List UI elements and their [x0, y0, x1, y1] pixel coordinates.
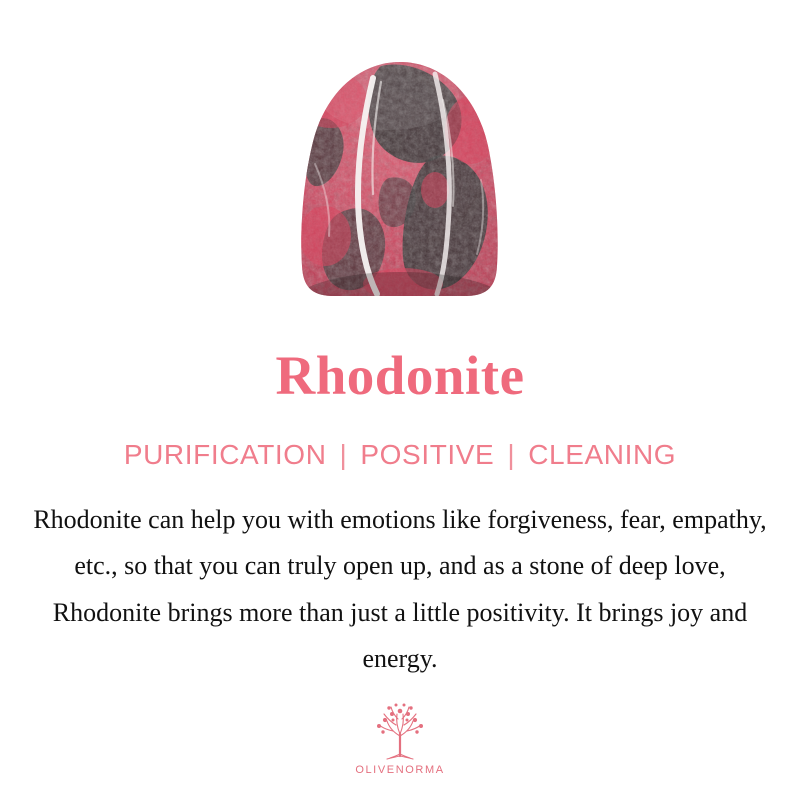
- stone-image: [285, 60, 515, 300]
- keyword-positive: POSITIVE: [360, 439, 495, 470]
- brand-logo: [355, 700, 444, 776]
- tree-of-life-icon: [363, 700, 437, 762]
- keyword-purification: PURIFICATION: [123, 439, 327, 470]
- keyword-separator-1: |: [339, 439, 348, 470]
- keyword-cleaning: CLEANING: [528, 439, 677, 470]
- rhodonite-stone-illustration: [285, 60, 515, 300]
- keyword-separator-2: |: [507, 439, 516, 470]
- brand-name: OLIVENORMA: [355, 764, 445, 777]
- product-description: Rhodonite can help you with emotions like forgiveness, fear, empathy, etc., so that you can truly open up, and as a stone of deep love, Rhodonite brings more than just a little positivity. It brings joy and energy.: [33, 505, 767, 673]
- keyword-list: [124, 439, 676, 471]
- page-title: Rhodonite: [275, 345, 525, 406]
